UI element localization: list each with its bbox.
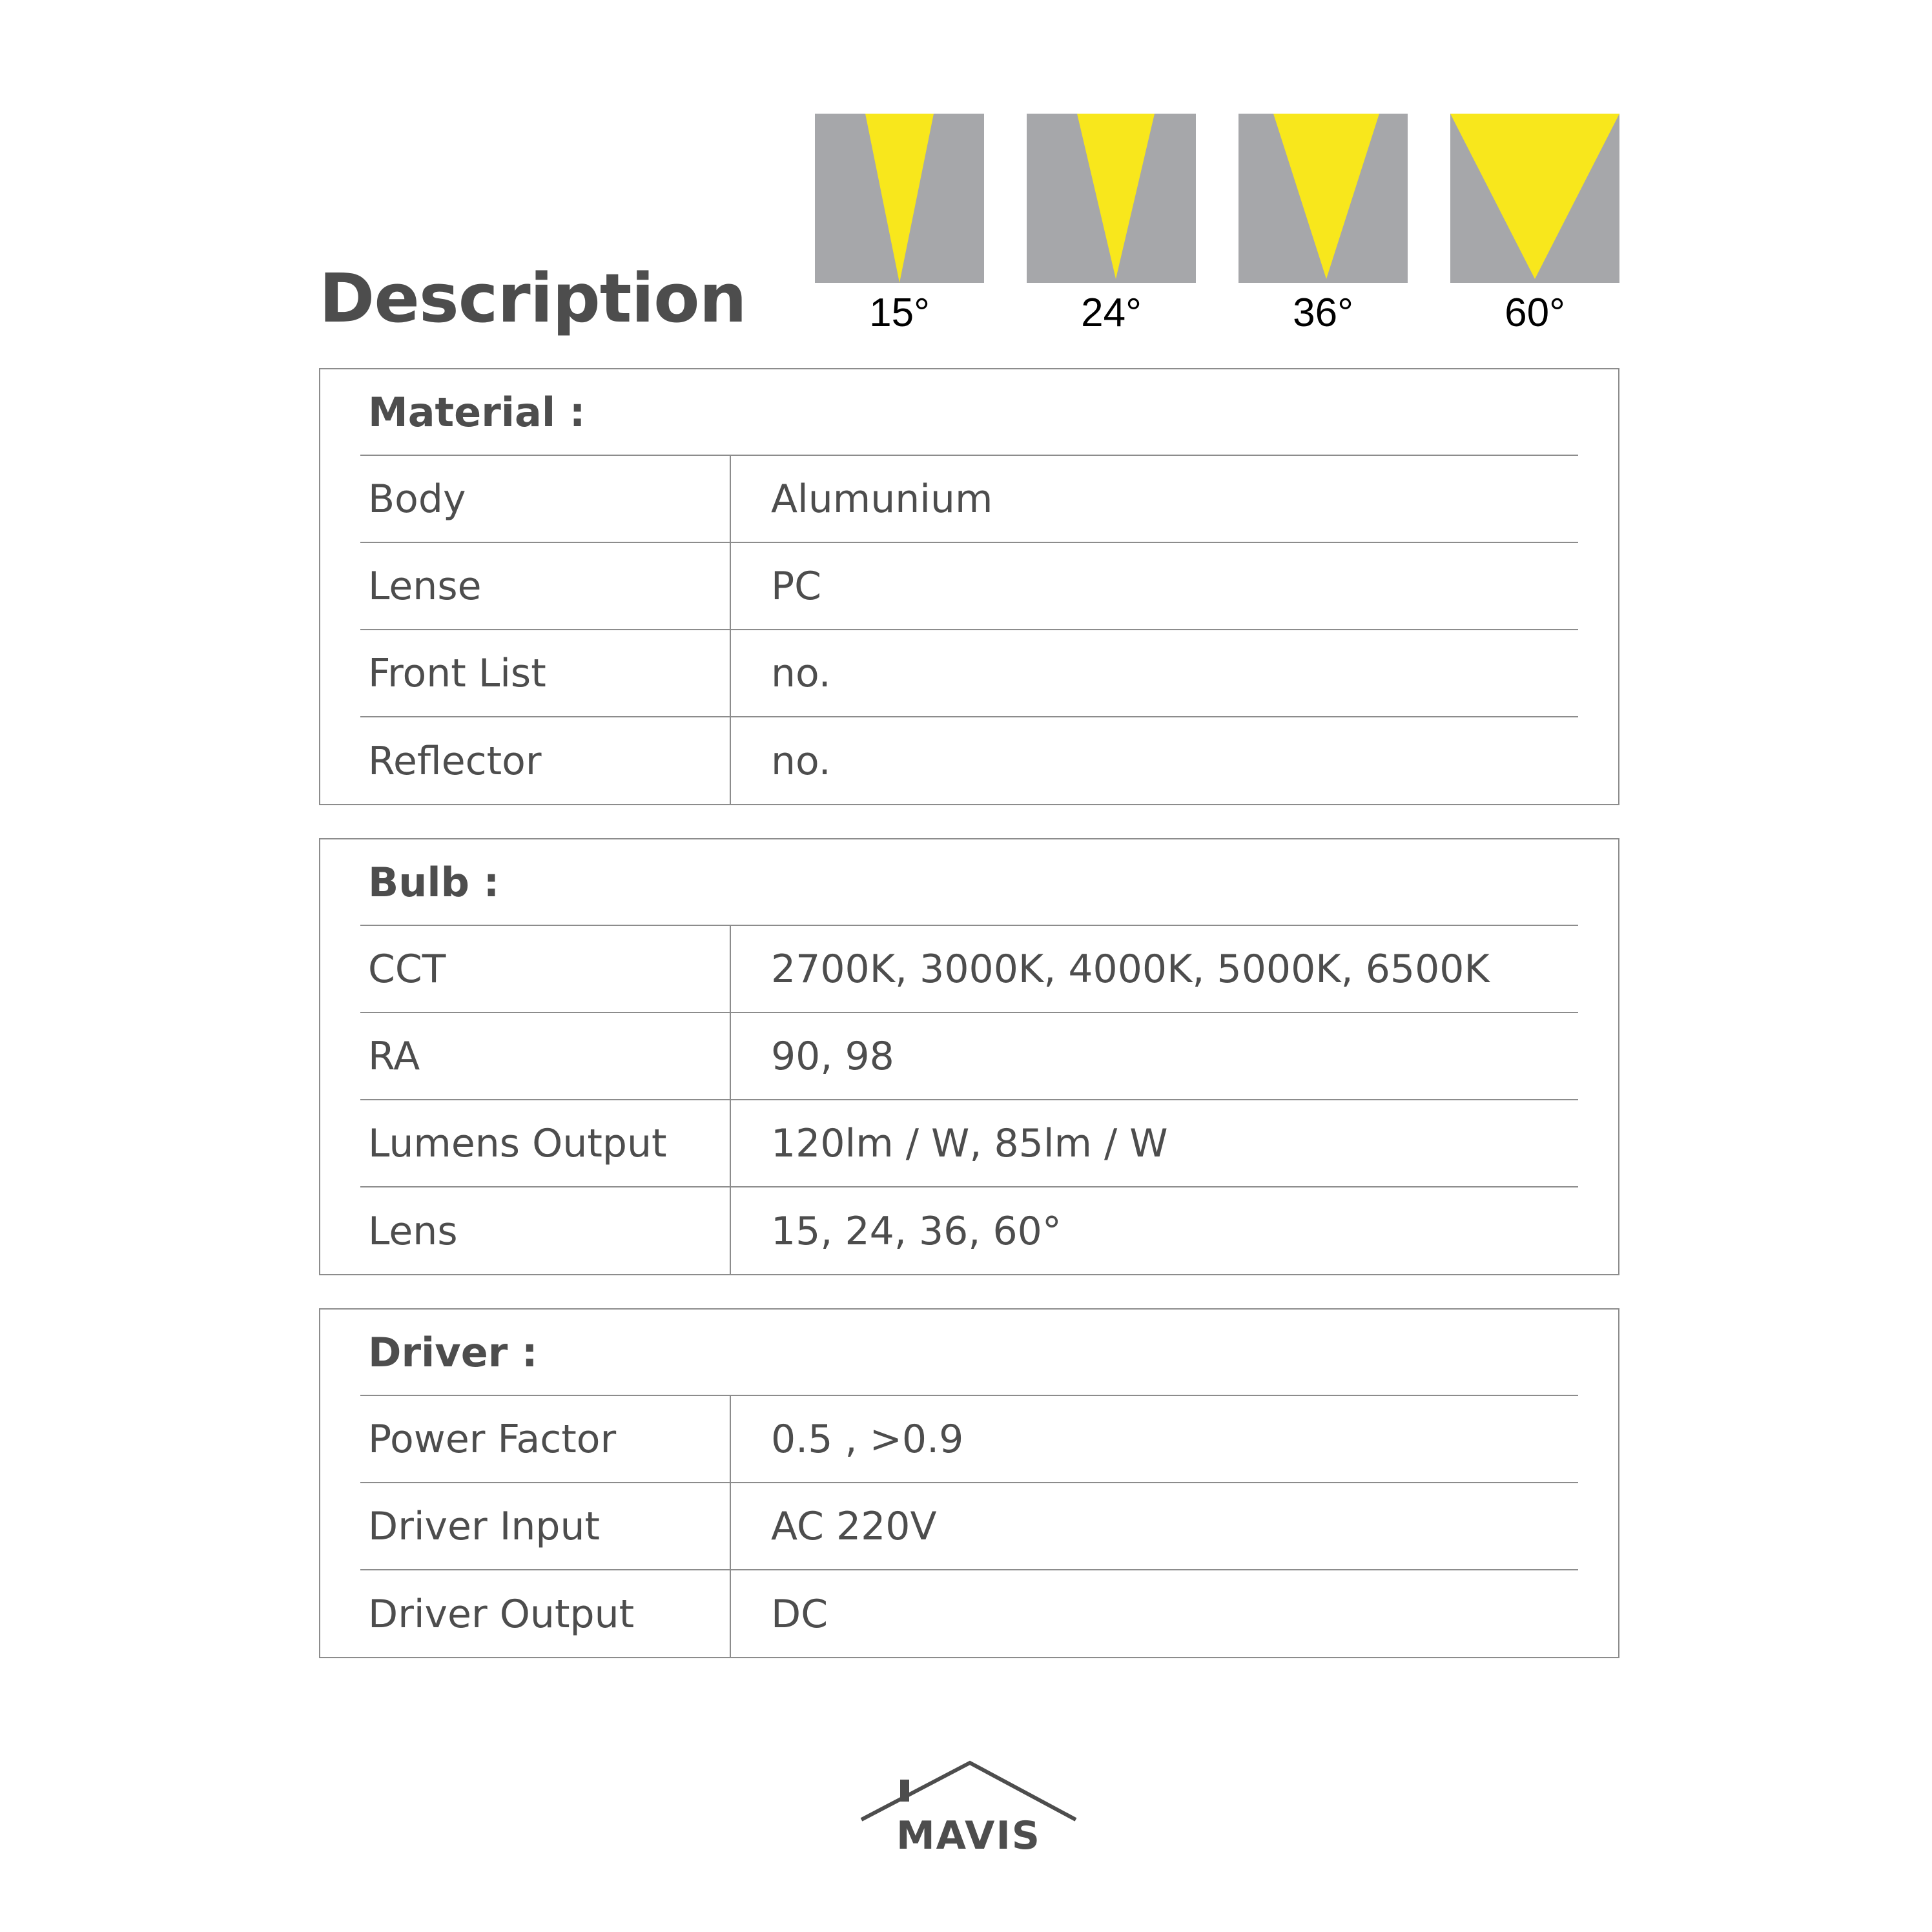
row-label: Reflector — [368, 738, 542, 784]
beam-angle-24-icon — [1027, 114, 1196, 283]
table-row — [360, 1100, 1578, 1187]
row-label: Lumens Output — [368, 1120, 667, 1166]
column-divider — [730, 926, 731, 1274]
table-row — [360, 1570, 1578, 1658]
material-heading: Material : — [360, 369, 1578, 456]
row-label: RA — [368, 1033, 420, 1079]
beam-angle-label: 36° — [1293, 291, 1353, 335]
table-row — [360, 1396, 1578, 1483]
logo-text: MAVIS — [896, 1813, 1042, 1858]
bulb-table — [319, 838, 1619, 1275]
row-label: Driver Input — [368, 1503, 601, 1549]
row-value: 90, 98 — [771, 1033, 894, 1079]
beam-angle-label: 15° — [869, 291, 930, 335]
row-value: DC — [771, 1591, 828, 1637]
table-row — [360, 456, 1578, 543]
row-value: 120lm / W, 85lm / W — [771, 1120, 1168, 1166]
beam-angle-60-icon — [1450, 114, 1619, 283]
table-row — [360, 1013, 1578, 1100]
row-value: Alumunium — [771, 476, 993, 522]
row-label: Lens — [368, 1208, 458, 1254]
row-label: Front List — [368, 650, 546, 696]
row-value: 2700K, 3000K, 4000K, 5000K, 6500K — [771, 946, 1490, 992]
row-value: AC 220V — [771, 1503, 937, 1549]
beam-angle-label: 24° — [1081, 291, 1142, 335]
table-row — [360, 1483, 1578, 1570]
table-row — [360, 926, 1578, 1013]
table-row — [360, 543, 1578, 630]
column-divider — [730, 456, 731, 804]
row-value: no. — [771, 650, 831, 696]
table-row — [360, 630, 1578, 717]
beam-angle-15-icon — [815, 114, 984, 283]
row-label: Body — [368, 476, 466, 522]
beam-angle-label: 60° — [1505, 291, 1565, 335]
row-value: PC — [771, 563, 822, 609]
brand-logo — [859, 1758, 1078, 1867]
bulb-heading: Bulb : — [360, 839, 1578, 926]
row-label: Power Factor — [368, 1416, 617, 1462]
table-row — [360, 1187, 1578, 1275]
driver-table — [319, 1308, 1619, 1658]
row-label: Lense — [368, 563, 482, 609]
house-roof-icon — [859, 1758, 1078, 1822]
table-row — [360, 717, 1578, 805]
row-value: 0.5 , >0.9 — [771, 1416, 964, 1462]
beam-angle-36-icon — [1238, 114, 1408, 283]
row-label: Driver Output — [368, 1591, 635, 1637]
material-table — [319, 368, 1619, 805]
column-divider — [730, 1396, 731, 1657]
row-value: no. — [771, 738, 831, 784]
row-value: 15, 24, 36, 60° — [771, 1208, 1062, 1254]
row-label: CCT — [368, 946, 446, 992]
driver-heading: Driver : — [360, 1310, 1578, 1396]
page-title: Description — [319, 259, 746, 338]
